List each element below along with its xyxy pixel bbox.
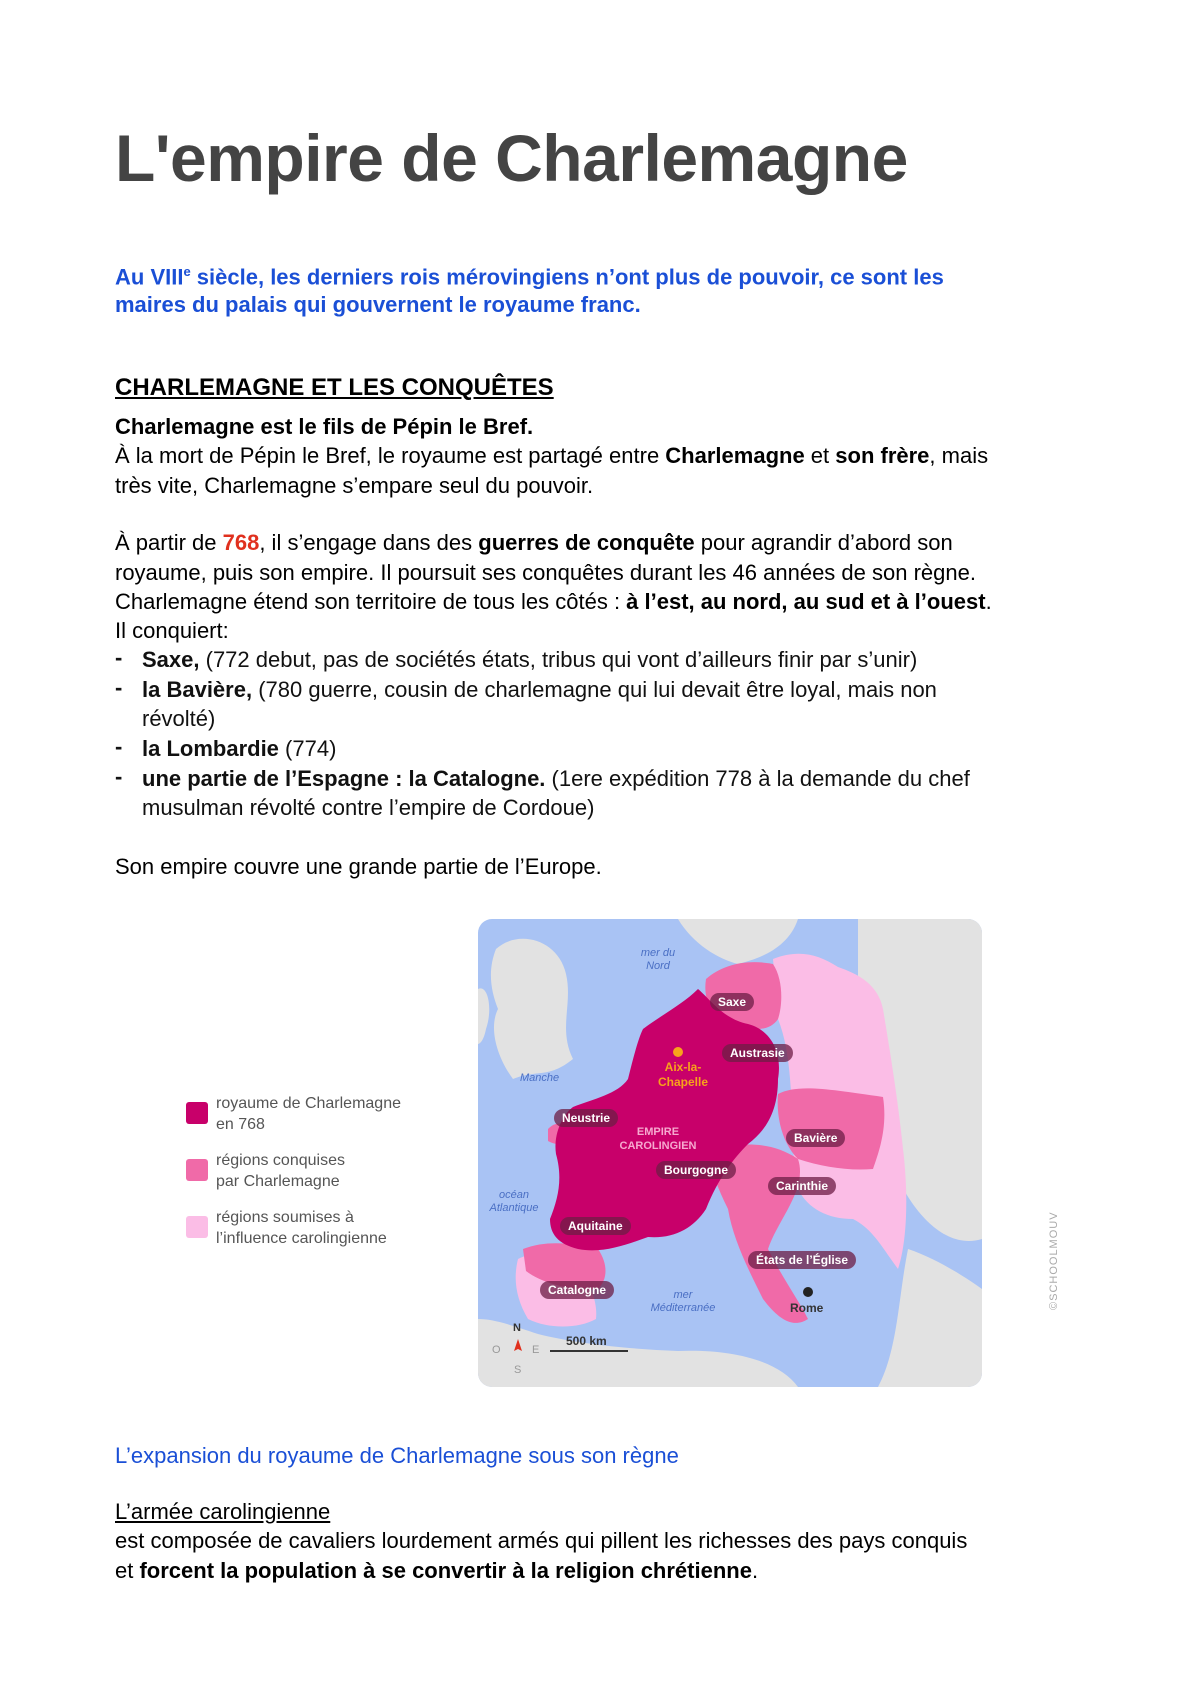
list-item (142, 764, 970, 794)
map-label-mer-du-nord: mer du Nord (640, 947, 676, 972)
list-bullet: - (115, 675, 123, 700)
intro-line-2: maires du palais qui gouvernent le royaume franc. (115, 292, 641, 317)
map-region-neustrie: Neustrie (554, 1109, 618, 1127)
map-label-aix: Aix-la- Chapelle (657, 1060, 708, 1089)
map-region-saxe: Saxe (710, 993, 754, 1011)
year-768: 768 (222, 530, 260, 555)
p2-line-3 (115, 587, 992, 617)
p1-charlemagne: Charlemagne (665, 443, 805, 468)
legend-swatch (186, 1159, 208, 1181)
intro-line-1 (115, 256, 1075, 293)
watermark: ©SCHOOLMOUV (1048, 1211, 1060, 1310)
list-item-title: la Lombardie (142, 736, 279, 761)
p2-text: , il s’engage dans des (259, 530, 479, 555)
intro-century: Au VIII (115, 264, 184, 290)
map-label-rome: Rome (790, 1301, 824, 1315)
army-heading: L’armée carolingienne (115, 1499, 331, 1524)
map-region-baviere: Bavière (786, 1129, 845, 1147)
list-item-title: la Bavière, (142, 677, 253, 702)
p2-text: pour agrandir d’abord son (694, 530, 953, 555)
p3: Son empire couvre une grande partie de l’Europe. (115, 854, 602, 879)
legend-swatch (186, 1102, 208, 1124)
p1-text: , mais (929, 443, 989, 468)
map-region-aquitaine: Aquitaine (560, 1217, 631, 1235)
army-line-2 (115, 1556, 758, 1586)
map-region-catalogne: Catalogne (540, 1281, 614, 1299)
map-caption: L’expansion du royaume de Charlemagne sous son règne (115, 1443, 679, 1468)
compass-o: O (492, 1344, 501, 1356)
list-bullet: - (115, 734, 123, 759)
army-conversion: forcent la population à se convertir à la religion chrétienne (139, 1558, 752, 1583)
map-label-ocean: océan Atlantique (489, 1189, 539, 1214)
p2-line-1 (115, 528, 953, 558)
legend-swatch (186, 1216, 208, 1238)
list-item-title: Saxe, (142, 647, 200, 672)
map-scale-label: 500 km (566, 1334, 607, 1348)
p1-line-3: très vite, Charlemagne s’empare seul du pouvoir. (115, 473, 594, 498)
intro-century-sup: e (183, 264, 191, 279)
map-aix-dot (673, 1047, 683, 1057)
p2-text: Charlemagne étend son territoire de tous les côtés : (115, 589, 627, 614)
map-region-austrasie: Austrasie (722, 1044, 793, 1062)
list-item-detail: (772 debut, pas de sociétés états, tribus qui vont d’ailleurs finir par s’unir) (199, 647, 918, 672)
compass-s: S (514, 1364, 522, 1376)
compass-e: E (532, 1344, 540, 1356)
p2-wars: guerres de conquête (478, 530, 695, 555)
page-title: L'empire de Charlemagne (115, 121, 908, 195)
p1-text: et (804, 443, 836, 468)
p2-text: . (985, 589, 992, 614)
list-item-title: une partie de l’Espagne : la Catalogne. (142, 766, 546, 791)
list-item (142, 645, 917, 675)
list-item-continued: musulman révolté contre l’empire de Cordoue) (142, 795, 595, 820)
list-bullet: - (115, 764, 123, 789)
p1-brother: son frère (835, 443, 930, 468)
list-item-detail: (1ere expédition 778 à la demande du chef (545, 766, 970, 791)
map-label-mediterranee: mer Méditerranée (650, 1289, 716, 1314)
legend-label: l’influence carolingienne (216, 1230, 387, 1247)
map-rome-dot (803, 1287, 813, 1297)
legend-label: royaume de Charlemagne (216, 1095, 401, 1112)
list-item (142, 734, 336, 764)
list-item-detail: (774) (278, 736, 337, 761)
map-label-manche: Manche (520, 1072, 560, 1084)
army-line-1: est composée de cavaliers lourdement armés qui pillent les richesses des pays conquis (115, 1528, 968, 1553)
legend-label: par Charlemagne (216, 1173, 340, 1190)
list-item-continued: révolté) (142, 706, 216, 731)
legend-label: régions soumises à (216, 1209, 354, 1226)
p1-text: À la mort de Pépin le Bref, le royaume est partagé entre (115, 443, 666, 468)
intro-text: siècle, les derniers rois mérovingiens n’ont plus de pouvoir, ce sont les (190, 264, 944, 290)
legend-label: régions conquises (216, 1152, 345, 1169)
p2-directions: à l’est, au nord, au sud et à l’ouest (626, 589, 986, 614)
p1-line-2 (115, 441, 988, 471)
map-region-bourgogne: Bourgogne (656, 1161, 736, 1179)
map-label-empire: EMPIRE CAROLINGIEN (619, 1126, 697, 1152)
army-text: et (115, 1558, 140, 1583)
p2-text: À partir de (115, 530, 223, 555)
list-bullet: - (115, 645, 123, 670)
map-region-carinthie: Carinthie (768, 1177, 836, 1195)
p2-line-4: Il conquiert: (115, 618, 229, 643)
army-text: . (751, 1558, 759, 1583)
p2-line-2: royaume, puis son empire. Il poursuit ses conquêtes durant les 46 années de son règne. (115, 560, 976, 585)
map-carolingian-empire (478, 919, 982, 1387)
legend-label: en 768 (216, 1116, 265, 1133)
compass-n: N (513, 1322, 521, 1334)
p1-lead: Charlemagne est le fils de Pépin le Bref. (115, 414, 534, 439)
section-title: CHARLEMAGNE ET LES CONQUÊTES (115, 374, 554, 401)
list-item (142, 675, 937, 705)
list-item-detail: (780 guerre, cousin de charlemagne qui lui devait être loyal, mais non (252, 677, 937, 702)
map-region-etats-eglise: États de l’Église (748, 1251, 856, 1269)
